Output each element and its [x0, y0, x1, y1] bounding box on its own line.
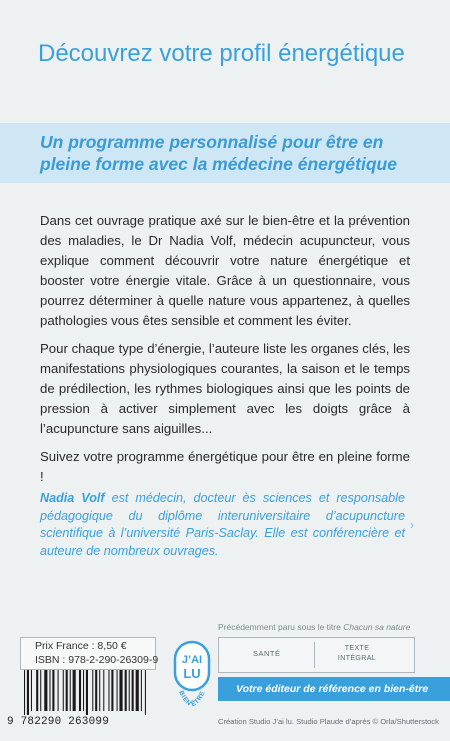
isbn-text: ISBN : 978-2-290-26309-9 [35, 654, 159, 666]
editor-tagline: Votre éditeur de référence en bien-être [236, 683, 429, 695]
barcode-bar [125, 670, 127, 711]
author-bio-text: est médecin, docteur ès sciences et responsable pédagogique du diplôme interuniversitaire d’acupuncture scientifique à l’université Paris-Saclay. Elle est conférencière et auteure de nombreux ouvrages. [40, 491, 405, 558]
barcode-bar [52, 670, 54, 711]
logo-line-1: J’AI [181, 654, 203, 666]
barcode-bar [66, 670, 68, 711]
barcode-bar [119, 670, 122, 711]
barcode-bar [58, 670, 59, 711]
cover-credits: Création Studio J’ai lu. Studio Plaude d’après © Orla/Shutterstock [218, 717, 439, 726]
barcode-bar [92, 670, 93, 711]
category-divider [314, 642, 315, 668]
barcode-bar [31, 670, 32, 711]
barcode-bar [49, 670, 50, 711]
barcode-bar [36, 670, 38, 711]
edition-label-line-2: INTÉGRAL [337, 655, 377, 662]
book-subtitle: Un programme personnalisé pour être en pleine forme avec la médecine énergétique [40, 132, 397, 174]
barcode-bar [63, 670, 64, 711]
category-label: SANTÉ [253, 649, 281, 658]
barcode-digits: 9 782290 263099 [7, 716, 110, 728]
previous-title-note [218, 622, 438, 632]
barcode-bar [44, 670, 47, 711]
barcode-bar [145, 670, 146, 715]
edition-label-line-1: TEXTE [344, 645, 370, 652]
barcode [20, 670, 165, 715]
author-bio [40, 490, 405, 560]
logo-arc-text: BIEN ÊTRE [177, 689, 207, 709]
description-paragraph-3: Suivez votre programme énergétique pour être en pleine forme ! [40, 449, 410, 484]
jai-lu-logo [173, 640, 211, 724]
barcode-bar [111, 670, 113, 711]
barcode-bar [117, 670, 118, 711]
barcode-bar [27, 670, 29, 715]
barcode-bar [141, 670, 142, 711]
barcode-bar [79, 670, 81, 711]
svg-text:BIEN ÊTRE [177, 690, 207, 708]
description-paragraph-1: Dans cet ouvrage pratique axé sur le bien-être et la prévention des maladies, le Dr Nadia Volf, médecin acupuncteur, vous explique comment découvrir votre nature énergétique et booster votre énergie vitale. Grâce à un questionnaire, vous pourrez déterminer à quelle nature vous appartenez, à quelles pathologies vous êtes sensible et comment les éviter. [40, 213, 410, 328]
editor-tagline-bar [218, 677, 450, 701]
barcode-bar [136, 670, 139, 711]
barcode-bar [70, 670, 71, 711]
barcode-bar [24, 670, 25, 715]
barcode-bar [99, 670, 100, 711]
barcode-bar [73, 670, 76, 711]
book-title: Découvrez votre profil énergétique [38, 40, 405, 67]
arrow-right-icon: › [410, 518, 414, 532]
barcode-bar [95, 670, 97, 711]
barcode-bar [129, 670, 130, 711]
barcode-bar [108, 670, 109, 711]
barcode-bar [40, 670, 41, 711]
logo-line-2: LU [183, 666, 201, 681]
description-paragraph-2: Pour chaque type d’énergie, l’auteure liste les organes clés, les manifestations physiologiques courantes, la saison et le temps de prédilection, les rythmes biologiques ainsi que les points de pression à activer simplement avec les doigts grâce à l’acupuncture sans aiguilles... [40, 341, 410, 436]
category-box [218, 637, 415, 673]
previous-title-prefix: Précédemment paru sous le titre [218, 622, 344, 632]
price-box [20, 637, 159, 670]
barcode-bar [103, 670, 104, 711]
previous-title: Chacun sa nature [343, 622, 411, 632]
author-name: Nadia Volf [40, 491, 105, 505]
description [40, 211, 410, 495]
barcode-bar [83, 670, 84, 711]
barcode-bar [86, 670, 88, 715]
edition-label [327, 644, 387, 664]
barcode-bar [132, 670, 134, 711]
price-text: Prix France : 8,50 € [35, 640, 127, 652]
